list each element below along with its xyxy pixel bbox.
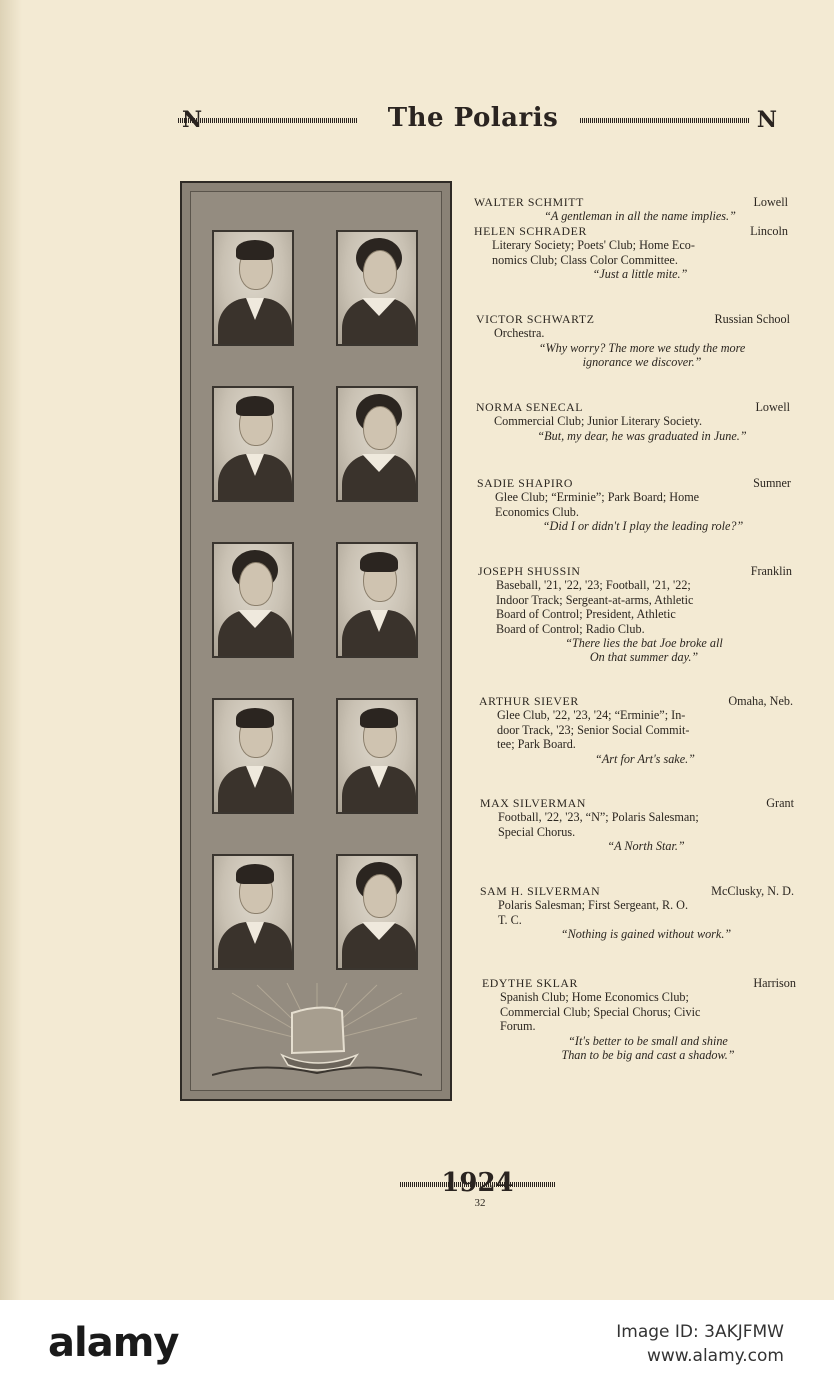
student-quote-line: “There lies the bat Joe broke all [565,636,723,651]
student-name: ARTHUR SIEVER [479,694,579,708]
student-quote-line: “Did I or didn't I play the leading role?” [542,519,744,534]
student-name: EDYTHE SKLAR [482,976,578,990]
student-school: McClusky, N. D. [711,884,794,898]
student-activities-line: Glee Club; “Erminie”; Park Board; Home [495,490,700,505]
student-school: Russian School [714,312,790,326]
student-activities-line: Commercial Club; Special Chorus; Civic [500,1004,701,1019]
student-quote-line: “Nothing is gained without work.” [560,927,732,942]
student-name: MAX SILVERMAN [480,796,587,810]
student-school: Lincoln [750,224,788,238]
student-activities-line: Orchestra. [494,326,545,341]
student-activities-line: Commercial Club; Junior Literary Society. [494,414,703,429]
student-activities-line: Glee Club, '22, '23, '24; “Erminie”; In- [497,708,686,723]
header-left-mark: N [182,107,203,133]
student-entry [474,195,788,224]
student-quote-line: “Art for Art's sake.” [595,751,695,766]
student-activities-line: Spanish Club; Home Economics Club; [500,990,689,1005]
student-school: Lowell [753,195,788,209]
student-activities-line: Literary Society; Poets' Club; Home Eco- [492,238,695,253]
entry-header-row [479,694,793,708]
student-entry [482,976,796,1062]
watermark-site: www.alamy.com [646,1346,784,1366]
student-activities-line: Polaris Salesman; First Sergeant, R. O. [498,898,689,913]
watermark-image-id: Image ID: 3AKJFMW [616,1322,784,1342]
student-quote-line: “A North Star.” [607,839,685,854]
student-quote-line: On that summer day.” [589,650,699,665]
footer-year: 1924 [441,1168,514,1198]
student-entry [480,796,794,854]
student-name: NORMA SENECAL [476,400,584,414]
student-activities-line: Indoor Track; Sergeant-at-arms, Athletic [496,592,694,607]
student-name: HELEN SCHRADER [474,224,587,238]
student-school: Omaha, Neb. [728,694,793,708]
student-entry [480,884,794,942]
entry-header-row [474,195,788,209]
student-quote-line: “It's better to be small and shine [568,1033,728,1048]
page-number: 32 [474,1197,486,1209]
student-activities-line: Economics Club. [495,504,579,519]
student-name: SAM H. SILVERMAN [480,884,601,898]
student-quote-line: “But, my dear, he was graduated in June.” [537,428,747,443]
student-entry [478,564,792,665]
student-name: WALTER SCHMITT [474,195,584,209]
student-quote-line: “Just a little mite.” [592,267,688,282]
student-school: Harrison [753,976,796,990]
student-activities-line: Forum. [500,1019,536,1034]
student-name: VICTOR SCHWARTZ [476,312,595,326]
student-entry [474,224,788,282]
watermark-info [616,1320,784,1368]
student-school: Grant [766,796,794,810]
student-entry [479,694,793,766]
student-quote-line: “A gentleman in all the name implies.” [544,209,736,224]
student-school: Franklin [750,564,792,578]
student-quote-line: ignorance we discover.” [582,355,702,370]
student-activities-line: nomics Club; Class Color Committee. [492,252,678,267]
entry-header-row [482,976,796,990]
student-entry [476,400,790,443]
student-quote-line: “Why worry? The more we study the more [538,340,746,355]
student-school: Sumner [753,476,791,490]
watermark-bar [0,1300,834,1390]
student-activities-line: door Track, '23; Senior Social Commit- [497,722,690,737]
student-quote-line: Than to be big and cast a shadow.” [561,1048,735,1063]
entry-header-row [478,564,792,578]
student-activities-line: Baseball, '21, '22, '23; Football, '21, '22; [496,578,691,593]
student-activities-line: Special Chorus. [498,824,576,839]
entry-header-row [480,796,794,810]
watermark-logo: alamy [48,1320,179,1366]
student-activities-line: Football, '22, '23, “N”; Polaris Salesman; [498,810,699,825]
student-activities-line: Board of Control; Radio Club. [496,621,645,636]
header-right-mark: N [756,107,777,133]
student-activities-line: Board of Control; President, Athletic [496,607,676,622]
entry-header-row [476,400,790,414]
student-entry [477,476,791,534]
student-activities-line: tee; Park Board. [497,737,576,752]
student-school: Lowell [755,400,790,414]
student-name: JOSEPH SHUSSIN [478,564,581,578]
entry-header-row [480,884,794,898]
entry-header-row [476,312,790,326]
student-entry [476,312,790,370]
header-title: The Polaris [387,103,559,133]
entry-header-row [474,224,788,238]
page-footer [400,1170,560,1200]
student-name: SADIE SHAPIRO [477,476,573,490]
entry-header-row [477,476,791,490]
student-activities-line: T. C. [498,912,522,927]
